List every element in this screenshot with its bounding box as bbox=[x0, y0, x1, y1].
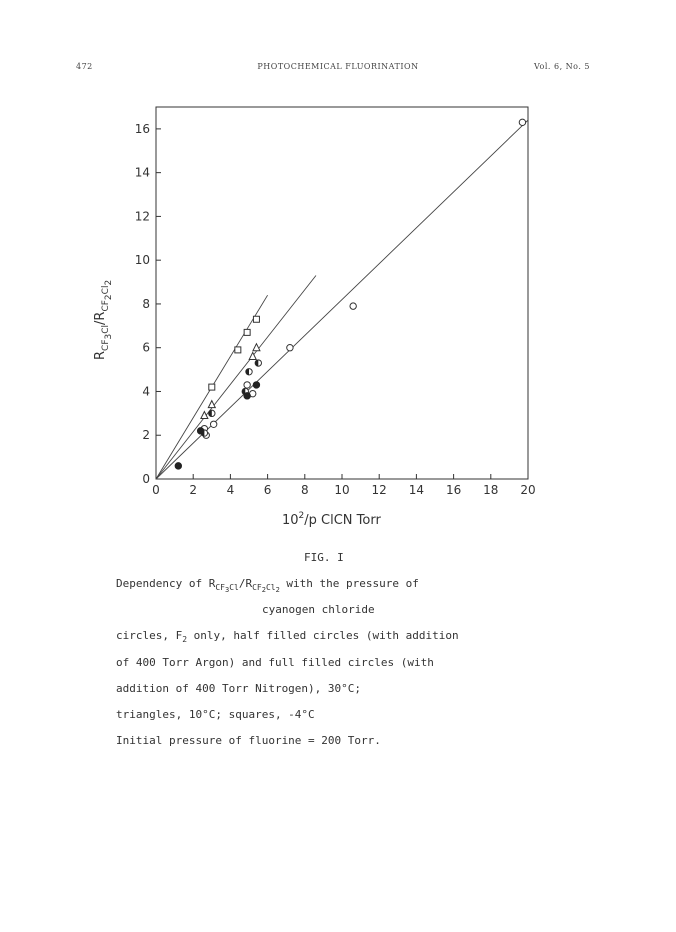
y-tick-label: 16 bbox=[134, 121, 150, 136]
y-tick-label: 6 bbox=[142, 340, 150, 355]
caption-line-6: triangles, 10°C; squares, -4°C bbox=[116, 708, 315, 721]
x-tick-label: 10 bbox=[334, 483, 350, 497]
axis-ticks bbox=[135, 122, 536, 497]
ylabel-part: CF bbox=[101, 339, 111, 351]
triangle-point bbox=[208, 401, 215, 408]
x-tick-label: 2 bbox=[189, 483, 198, 497]
ylabel-part: 2 bbox=[104, 294, 114, 301]
open-circle-point bbox=[350, 303, 356, 309]
ylabel-part: Cl bbox=[101, 285, 111, 295]
caption-line-7: Initial pressure of fluorine = 200 Torr. bbox=[116, 734, 381, 747]
x-tick-label: 12 bbox=[371, 483, 387, 497]
ylabel-part: CF bbox=[101, 300, 111, 312]
square-point bbox=[244, 329, 250, 335]
y-tick-label: 10 bbox=[134, 253, 150, 268]
ylabel-part: R bbox=[93, 350, 108, 360]
page-number: 472 bbox=[76, 62, 93, 71]
y-tick-label: 12 bbox=[134, 209, 150, 224]
open-circle-point bbox=[519, 119, 525, 125]
x-tick-label: 4 bbox=[226, 483, 235, 497]
y-tick-label: 8 bbox=[142, 296, 150, 311]
full-circle-point bbox=[244, 393, 250, 399]
y-tick-label: 0 bbox=[142, 472, 150, 486]
ylabel-part: 2 bbox=[104, 279, 114, 286]
y-tick-label: 14 bbox=[134, 165, 150, 180]
xlabel-main: 10 bbox=[282, 513, 299, 528]
running-title: PHOTOCHEMICAL FLUORINATION bbox=[257, 62, 419, 71]
volume-info: Vol. 6, No. 5 bbox=[533, 62, 590, 71]
xlabel-sup: 2 bbox=[298, 511, 305, 521]
ylabel-part: 3 bbox=[104, 333, 114, 340]
x-tick-label: 16 bbox=[445, 483, 462, 497]
data-markers bbox=[175, 119, 526, 469]
square-point bbox=[235, 347, 241, 353]
full-circle-point bbox=[197, 428, 203, 434]
caption-line-3: circles, $F_2$ only, half filled circles (with addition bbox=[116, 629, 459, 645]
x-axis-label bbox=[282, 511, 381, 528]
caption-line-1: Dependency of $R_{CF3Cl}/R_{CF2Cl2}$ with the pressure of bbox=[116, 577, 419, 595]
x-tick-label: 18 bbox=[483, 483, 499, 497]
fit-line-triangles bbox=[156, 275, 316, 479]
caption-line-5: addition of 400 Torr Nitrogen), 30°C; bbox=[116, 682, 362, 695]
ylabel-part: /R bbox=[93, 311, 108, 325]
full-circle-point bbox=[175, 463, 181, 469]
x-tick-label: 6 bbox=[263, 483, 272, 497]
x-tick-label: 8 bbox=[300, 483, 309, 497]
open-circle-point bbox=[244, 382, 250, 388]
square-point bbox=[253, 316, 259, 322]
square-point bbox=[209, 384, 215, 390]
figure-label: FIG. I bbox=[304, 551, 344, 564]
triangle-point bbox=[253, 344, 260, 351]
y-tick-label: 4 bbox=[142, 384, 150, 399]
x-tick-label: 0 bbox=[152, 483, 160, 497]
xlabel-rest: /p ClCN Torr bbox=[304, 513, 381, 528]
caption-line-4: of 400 Torr Argon) and full filled circles (with bbox=[116, 656, 434, 669]
open-circle-point bbox=[287, 345, 293, 351]
x-tick-label: 14 bbox=[408, 483, 425, 497]
y-tick-label: 2 bbox=[142, 428, 150, 443]
full-circle-point bbox=[253, 382, 259, 388]
caption-line-2: cyanogen chloride bbox=[262, 603, 375, 616]
x-tick-label: 20 bbox=[520, 483, 536, 497]
y-axis-label bbox=[93, 280, 114, 360]
ylabel-part: Cl bbox=[101, 324, 111, 334]
open-circle-point bbox=[210, 421, 216, 427]
